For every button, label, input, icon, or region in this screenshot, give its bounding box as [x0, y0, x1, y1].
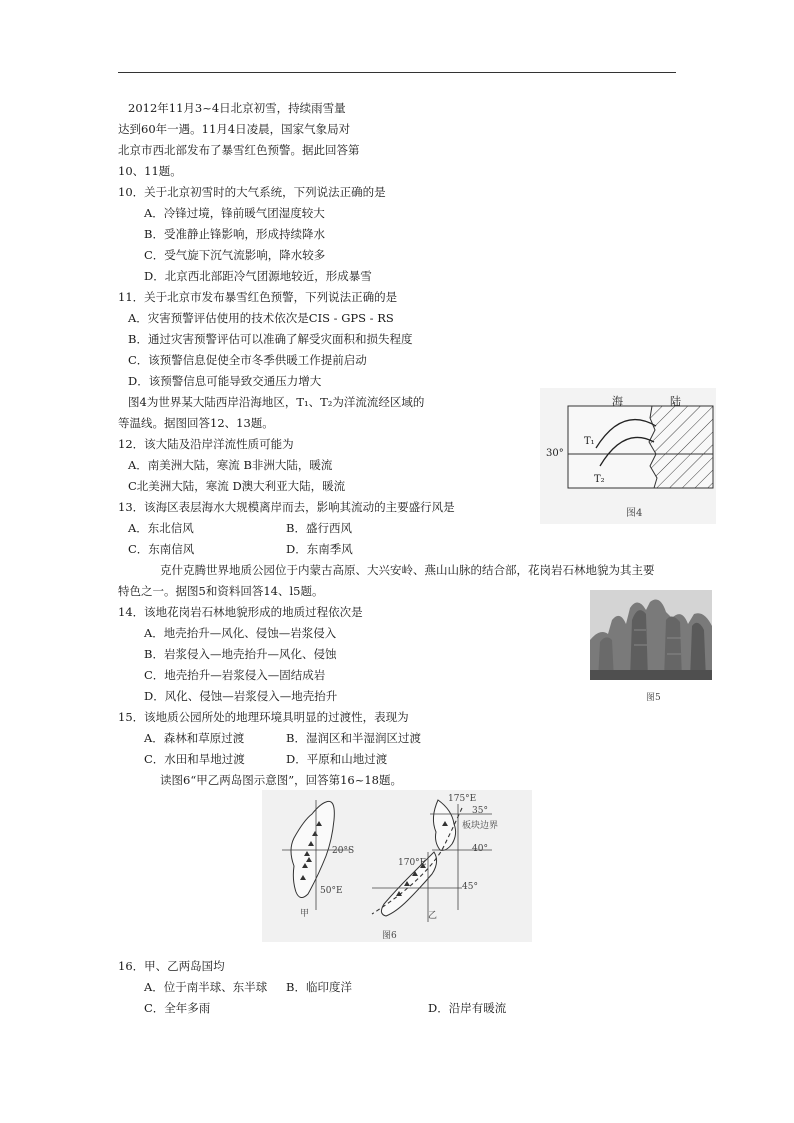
question-13-option-c: C．东南信风 [128, 542, 195, 556]
figure-6-plate-boundary: 板块边界 [462, 821, 499, 831]
question-13-option-d: D．东南季风 [286, 542, 353, 556]
figure-5-rock-pillars [590, 590, 712, 680]
question-16-option-b: B．临印度洋 [286, 980, 352, 994]
question-12-option-cd: C北美洲大陆，寒流 D澳大利亚大陆，暖流 [128, 479, 346, 493]
question-16-stem: 16．甲、乙两岛国均 [118, 959, 225, 973]
intro-line-2: 达到60年一遇。11月4日凌晨，国家气象局对 [118, 122, 351, 136]
question-14-option-a: A．地壳抬升—风化、侵蚀—岩浆侵入 [144, 626, 337, 640]
figure-6-lon-170e: 170°E [398, 858, 427, 868]
figure-4 [540, 388, 716, 524]
question-15-stem: 15．该地质公园所处的地理环境具明显的过渡性，表现为 [118, 710, 409, 724]
figure-6-lat-45: 45° [462, 882, 478, 892]
question-10-option-a: A．冷锋过境，锋前暖气团湿度较大 [144, 206, 325, 220]
intro-line-3: 北京市西北部发布了暴雪红色预警。据此回答第 [118, 143, 360, 157]
question-15-option-d: D．平原和山地过渡 [286, 752, 388, 766]
figure-6 [262, 790, 532, 942]
question-15-option-c: C．水田和旱地过渡 [144, 752, 245, 766]
question-13-option-b: B．盛行西风 [286, 521, 352, 535]
question-11-option-b: B．通过灾害预警评估可以准确了解受灾面积和损失程度 [128, 332, 413, 346]
question-11-option-c: C．该预警信息促使全市冬季供暖工作提前启动 [128, 353, 367, 367]
intro3-line-1: 克什克腾世界地质公园位于内蒙古高原、大兴安岭、燕山山脉的结合部，花岗岩石林地貌为其主要 [160, 563, 655, 577]
intro2-line-1: 图4为世界某大陆西岸沿海地区，T₁、T₂为洋流流经区域的 [128, 395, 425, 409]
question-16-option-d: D．沿岸有暖流 [428, 1001, 507, 1015]
figure-4-caption: 图4 [626, 508, 643, 519]
intro4-line: 读图6“甲乙两岛图示意图”，回答第16~18题。 [160, 773, 402, 787]
figure-6-caption: 图6 [382, 931, 397, 941]
question-11-stem: 11．关于北京市发布暴雪红色预警，下列说法正确的是 [118, 290, 398, 304]
question-10-option-b: B．受准静止锋影响，形成持续降水 [144, 227, 325, 241]
figure-6-lat-40: 40° [472, 844, 488, 854]
question-14-option-c: C．地壳抬升—岩浆侵入—固结成岩 [144, 668, 326, 682]
question-16-option-a: A．位于南半球、东半球 [144, 980, 268, 994]
question-12-stem: 12．该大陆及沿岸洋流性质可能为 [118, 437, 294, 451]
intro3-line-2: 特色之一。据图5和资料回答14、l5题。 [118, 584, 324, 598]
figure-4-t1-label: T₁ [584, 436, 595, 447]
question-13-stem: 13．该海区表层海水大规模离岸而去，影响其流动的主要盛行风是 [118, 500, 455, 514]
intro-line-4: 10、11题。 [118, 164, 182, 178]
figure-4-t2-label: T₂ [594, 474, 605, 485]
figure-4-sea-label: 海 [612, 395, 623, 408]
intro2-line-2: 等温线。据图回答12、13题。 [118, 416, 274, 430]
figure-6-lat-20s: 20°S [332, 846, 355, 856]
figure-6-map [262, 790, 532, 942]
question-14-option-b: B．岩浆侵入—地壳抬升—风化、侵蚀 [144, 647, 337, 661]
question-15-option-b: B．湿润区和半湿润区过渡 [286, 731, 421, 745]
question-15-option-a: A．森林和草原过渡 [144, 731, 245, 745]
figure-5-photo [590, 590, 712, 680]
figure-4-latitude-label: 30° [546, 448, 564, 459]
figure-6-lat-35: 35° [472, 806, 488, 816]
question-13-option-a: A．东北信风 [128, 521, 194, 535]
question-14-option-d: D．风化、侵蚀—岩浆侵入—地壳抬升 [144, 689, 338, 703]
figure-5-caption: 图5 [646, 693, 661, 703]
header-rule [118, 72, 676, 73]
question-10-stem: 10．关于北京初雪时的大气系统，下列说法正确的是 [118, 185, 386, 199]
question-14-stem: 14．该地花岗岩石林地貌形成的地质过程依次是 [118, 605, 363, 619]
figure-4-land-label: 陆 [670, 395, 681, 408]
question-12-option-ab: A．南美洲大陆，寒流 B非洲大陆，暖流 [128, 458, 333, 472]
figure-6-lon-175e: 175°E [448, 794, 477, 804]
question-11-option-d: D．该预警信息可能导致交通压力增大 [128, 374, 322, 388]
question-16-option-c: C．全年多雨 [144, 1001, 211, 1015]
figure-6-name-jia: 甲 [300, 909, 310, 919]
intro-line-1: 2012年11月3~4日北京初雪，持续雨雪量 [128, 101, 346, 115]
question-10-option-d: D．北京西北部距冷气团源地较近，形成暴雪 [144, 269, 372, 283]
question-10-option-c: C．受气旋下沉气流影响，降水较多 [144, 248, 326, 262]
question-11-option-a: A．灾害预警评估使用的技术依次是CIS - GPS - RS [128, 311, 394, 325]
figure-6-lon-50e: 50°E [320, 886, 343, 896]
figure-6-name-yi: 乙 [428, 911, 438, 921]
